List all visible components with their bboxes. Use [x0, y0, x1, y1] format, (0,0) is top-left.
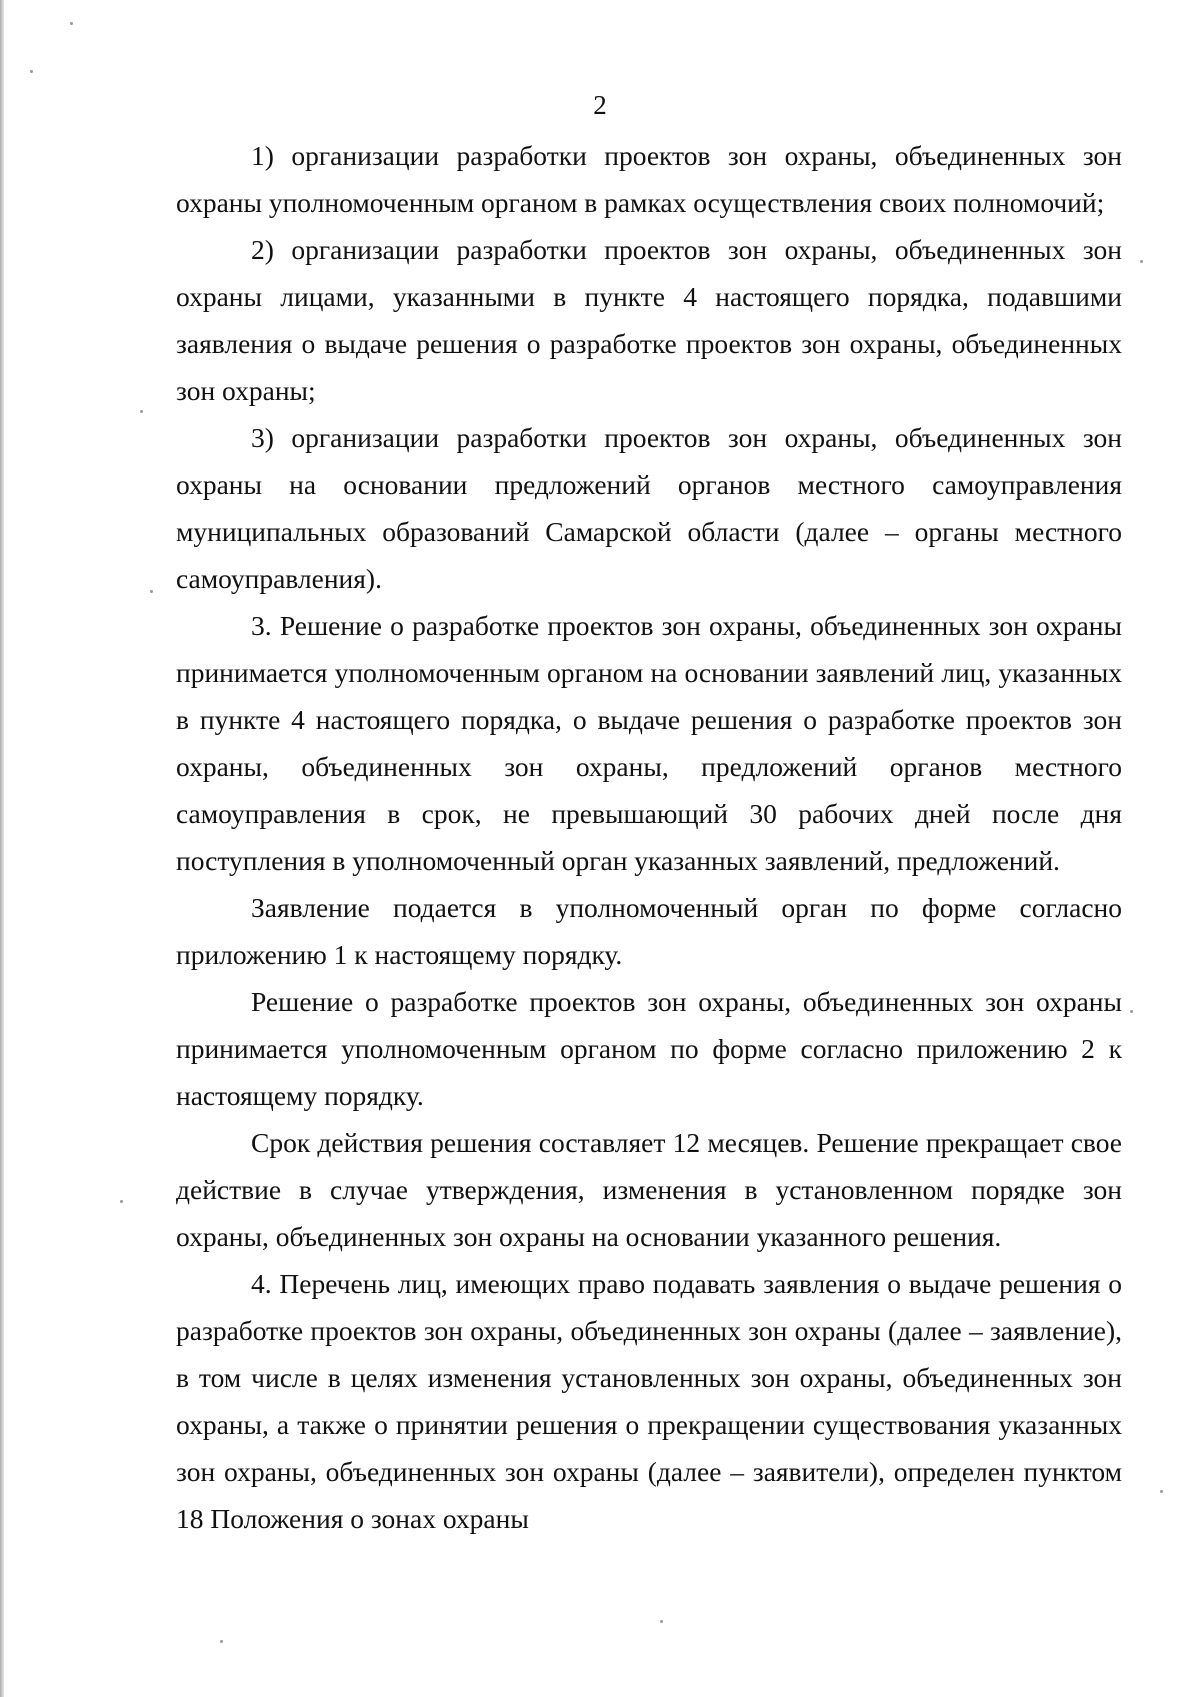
scan-speck	[1160, 1490, 1163, 1493]
paragraph-point-3: 3. Решение о разработке проектов зон охраны, объединенных зон охраны принимается уполномоченным органом на основании заявлений лиц, указанных в пункте 4 настоящего порядка, о выдаче решения о разработке проектов зон охраны, объединенных зон охраны, предложений органов местного самоуправления в срок, не превышающий 30 рабочих дней после дня поступления в уполномоченный орган указанных заявлений, предложений.	[176, 610, 1122, 876]
paragraph-validity-period: Срок действия решения составляет 12 месяцев. Решение прекращает свое действие в случае утверждения, изменения в установленном порядке зон охраны, объединенных зон охраны на основании указанного решения.	[176, 1127, 1122, 1252]
scan-speck	[150, 590, 153, 593]
paragraph-decision-form: Решение о разработке проектов зон охраны, объединенных зон охраны принимается уполномоченным органом по форме согласно приложению 2 к настоящему порядку.	[176, 986, 1122, 1111]
paragraph-application-form: Заявление подается в уполномоченный орган по форме согласно приложению 1 к настоящему порядку.	[176, 892, 1122, 970]
paragraph-item-1: 1) организации разработки проектов зон охраны, объединенных зон охраны уполномоченным органом в рамках осуществления своих полномочий;	[176, 140, 1122, 218]
scan-speck	[1140, 260, 1143, 263]
scan-speck	[70, 22, 73, 25]
scan-speck	[30, 70, 33, 73]
paragraph-item-3: 3) организации разработки проектов зон охраны, объединенных зон охраны на основании предложений органов местного самоуправления муниципальных образований Самарской области (далее – органы местного самоуправления).	[176, 422, 1122, 594]
scan-speck	[220, 1640, 223, 1643]
scan-left-edge	[0, 0, 4, 1697]
document-body	[176, 132, 1122, 1542]
scan-speck	[140, 410, 143, 413]
scan-speck	[120, 1200, 123, 1203]
scan-speck	[660, 1620, 663, 1623]
scan-speck	[1130, 1010, 1133, 1013]
paragraph-point-4: 4. Перечень лиц, имеющих право подавать заявления о выдаче решения о разработке проектов зон охраны, объединенных зон охраны (далее – заявление), в том числе в целях изменения установленных зон охраны, объединенных зон охраны, а также о принятии решения о прекращении существования указанных зон охраны, объединенных зон охраны (далее – заявители), определен пунктом 18 Положения о зонах охраны	[176, 1268, 1122, 1534]
paragraph-item-2: 2) организации разработки проектов зон охраны, объединенных зон охраны лицами, указанными в пункте 4 настоящего порядка, подавшими заявления о выдаче решения о разработке проектов зон охраны, объединенных зон охраны;	[176, 234, 1122, 406]
page-number: 2	[593, 90, 607, 120]
